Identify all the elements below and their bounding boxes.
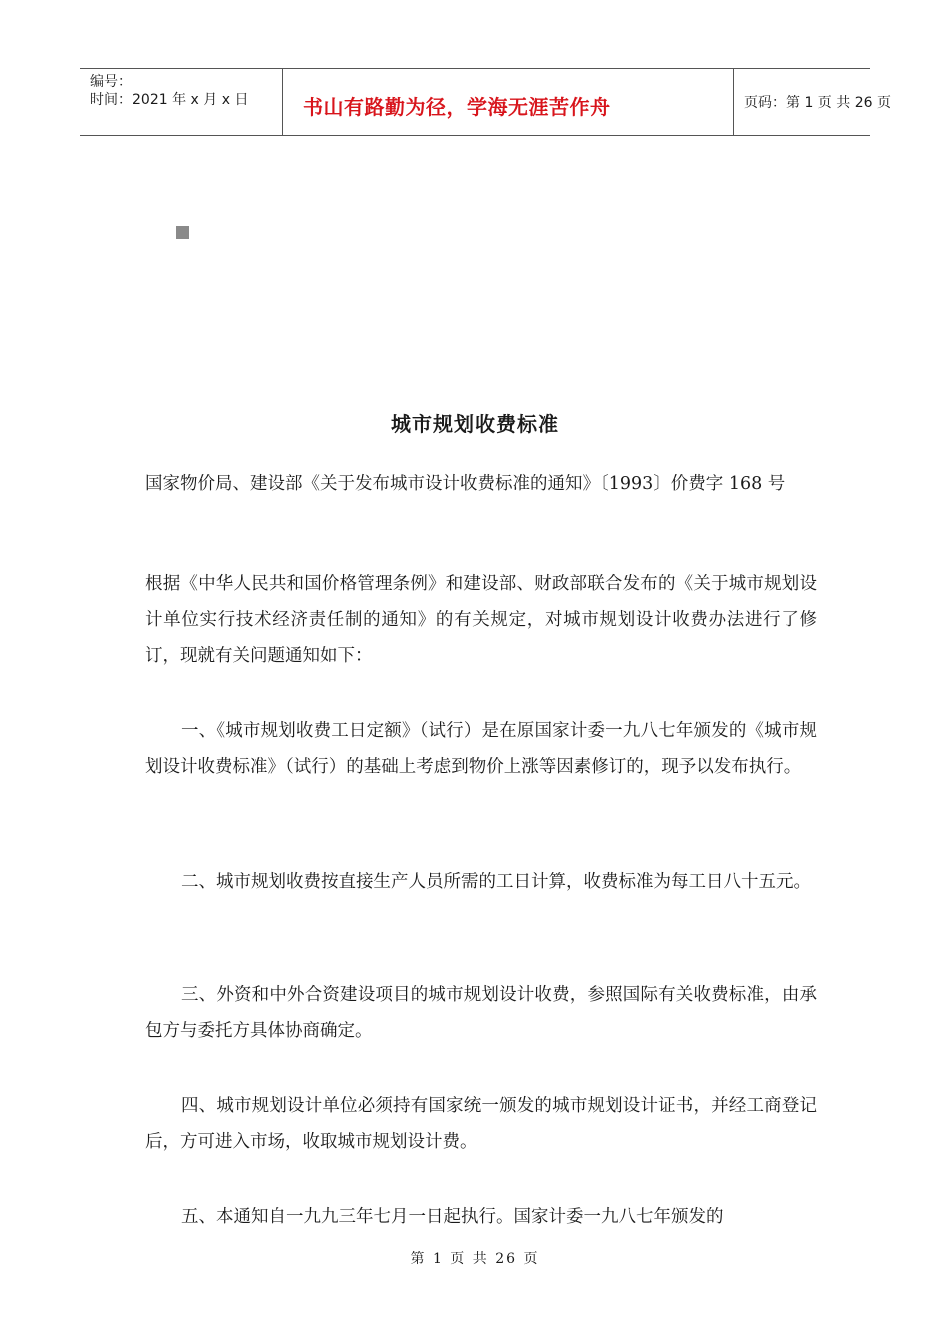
document-paragraph: 五、本通知自一九九三年七月一日起执行。国家计委一九八七年颁发的 xyxy=(181,1207,724,1227)
document-paragraph: 国家物价局、建设部《关于发布城市设计收费标准的通知》〔1993〕价费字 168 号 xyxy=(145,474,786,494)
document-paragraph: 一、《城市规划收费工日定额》（试行）是在原国家计委一九八七年颁发的《城市规划设计收费标准》（试行）的基础上考虑到物价上涨等因素修订的，现予以发布执行。 xyxy=(145,721,817,777)
header-meta-cell xyxy=(80,69,282,135)
document-number-label: 编号： xyxy=(90,74,132,90)
document-paragraph: 根据《中华人民共和国价格管理条例》和建设部、财政部联合发布的《关于城市规划设计单位实行技术经济责任制的通知》的有关规定，对城市规划设计收费办法进行了修订，现就有关问题通知如下： xyxy=(145,574,817,666)
document-time-label: 时间：2021 年 x 月 x 日 xyxy=(90,92,249,108)
document-title: 城市规划收费标准 xyxy=(391,412,559,436)
page-footer: 第 1 页 共 26 页 xyxy=(410,1251,540,1267)
document-paragraph: 二、城市规划收费按直接生产人员所需的工日计算，收费标准为每工日八十五元。 xyxy=(181,872,811,892)
square-bullet-icon xyxy=(176,226,189,239)
document-header xyxy=(80,68,891,136)
header-page-cell xyxy=(734,69,891,135)
header-motto: 书山有路勤为径，学海无涯苦作舟 xyxy=(303,95,611,119)
document-paragraph: 四、城市规划设计单位必须持有国家统一颁发的城市规划设计证书，并经工商登记后，方可进入市场，收取城市规划设计费。 xyxy=(145,1096,817,1152)
header-motto-cell xyxy=(282,69,734,135)
document-paragraph: 三、外资和中外合资建设项目的城市规划设计收费，参照国际有关收费标准，由承包方与委托方具体协商确定。 xyxy=(145,985,817,1041)
header-page-info: 页码：第 1 页 共 26 页 xyxy=(744,95,891,111)
